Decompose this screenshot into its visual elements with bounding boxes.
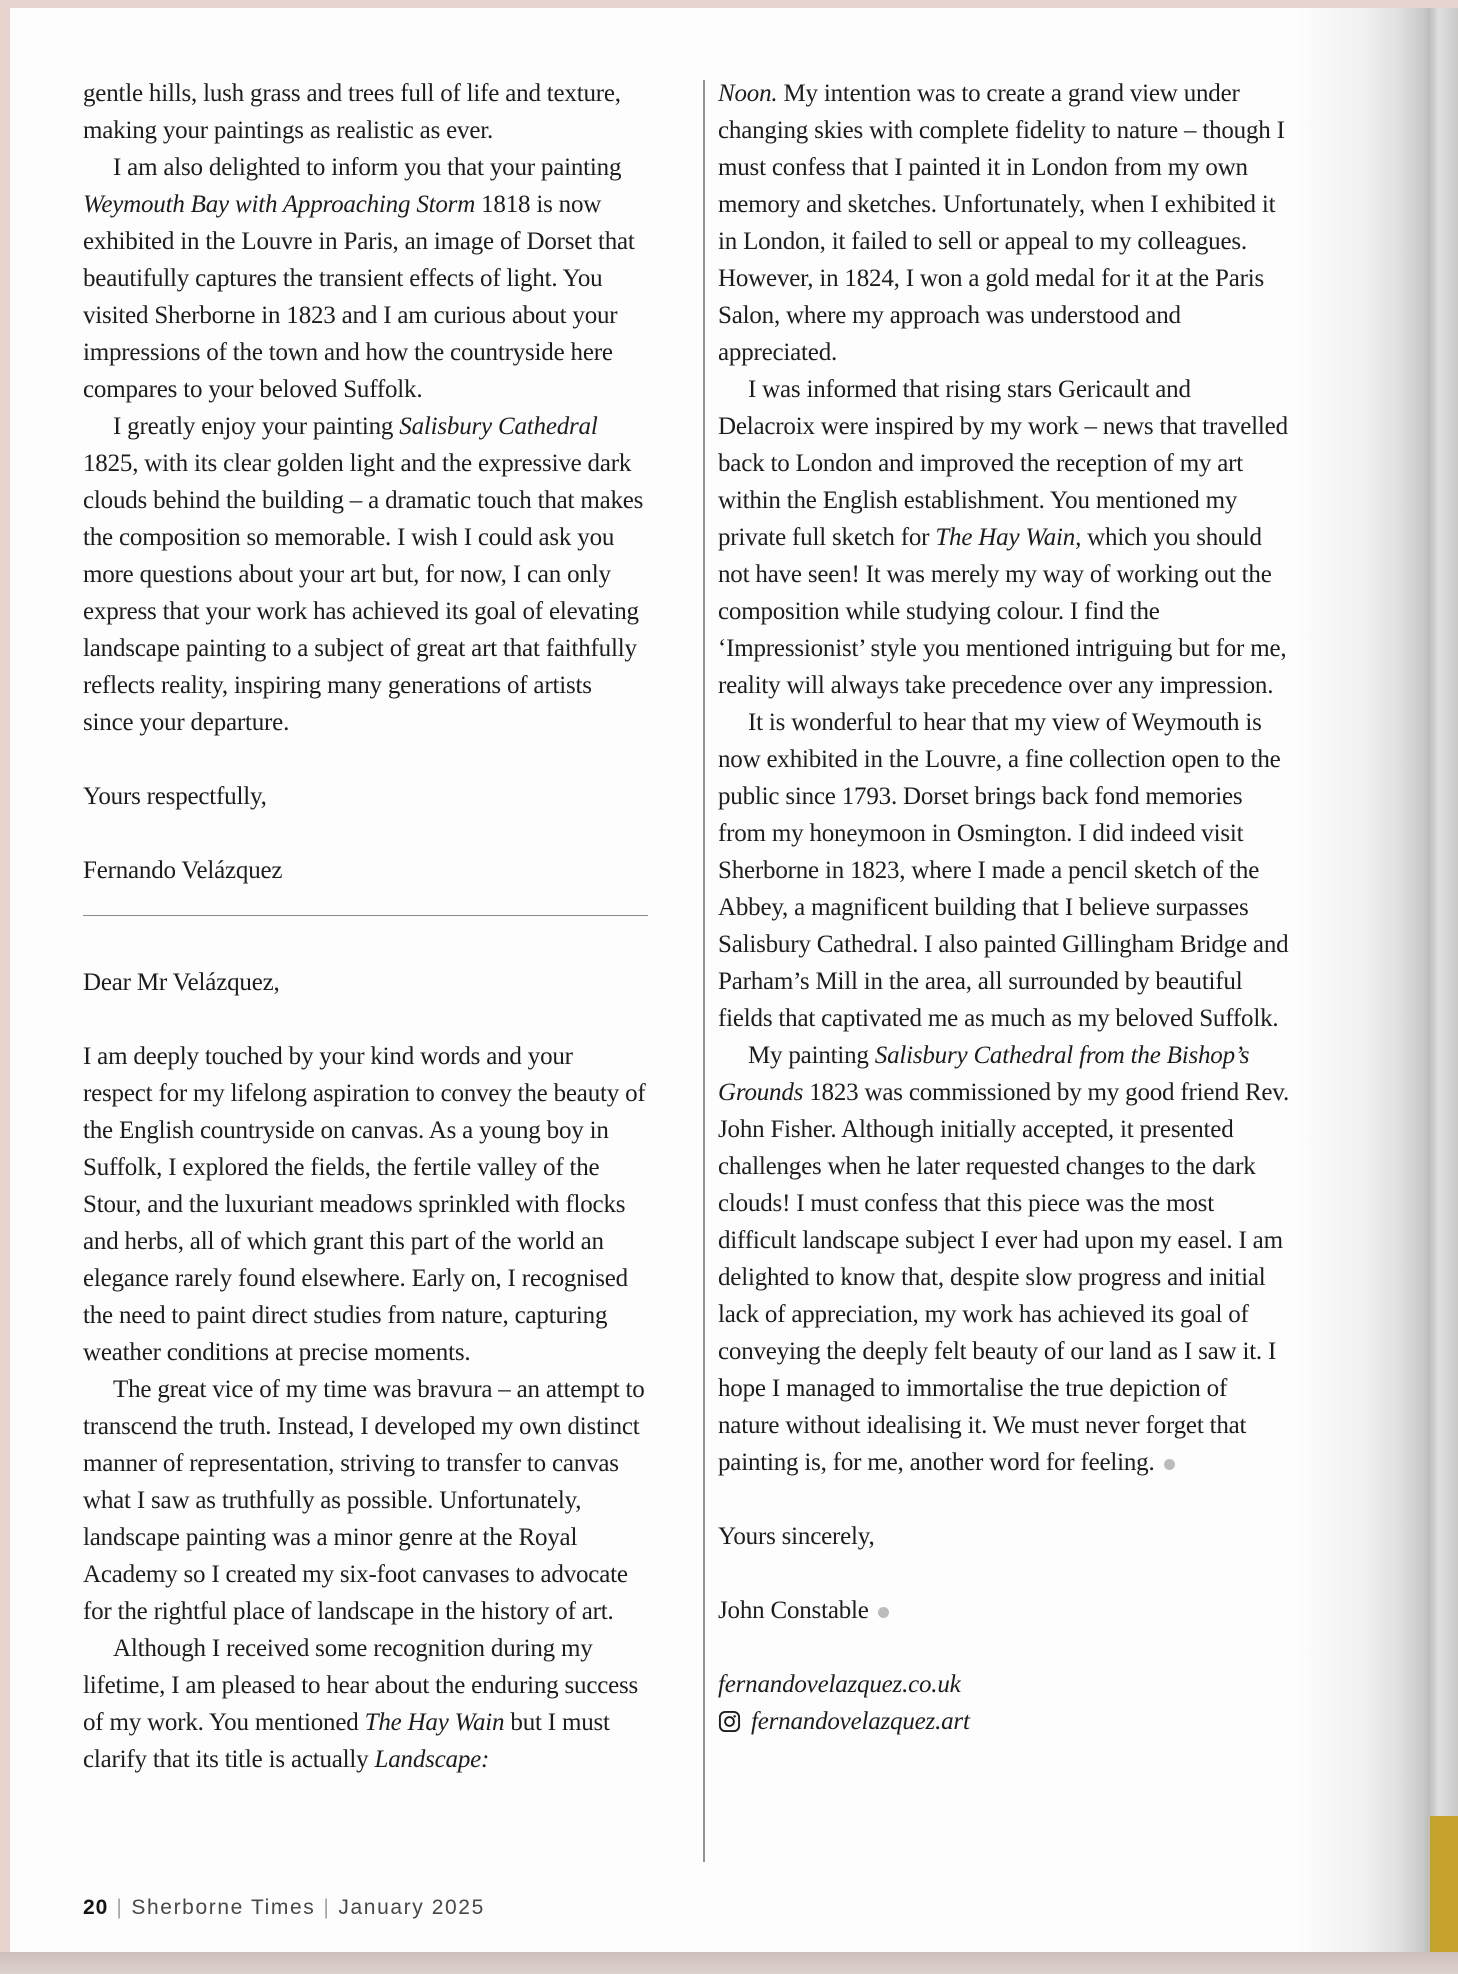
italic-text: Landscape: [374,1746,490,1773]
paragraph-gap [83,815,648,852]
paragraph-continuation: gentle hills, lush grass and trees full of life and texture, making your paintings as realistic as ever. [83,80,621,144]
paragraph-gap [83,741,648,778]
bottom-page-edge [0,1952,1458,1974]
paragraph-gap [718,1555,1290,1592]
footer-separator: | [116,1896,124,1919]
page-footer [83,1896,485,1920]
page-number: 20 [83,1896,109,1919]
italic-text: Weymouth Bay with Approaching Storm [83,191,476,218]
italic-text: fernandovelazquez.co.uk [718,1671,961,1698]
instagram-handle [718,1703,1290,1740]
paragraph: I greatly enjoy your painting Salisbury Cathedral 1825, with its clear golden light and the expressive dark clouds behind the building – a dramatic touch that makes the composition so memorable. I wish I could ask you more questions about your art but, for now, I can only express that your work has achieved its goal of elevating landscape painting to a subject of great art that faithfully reflects reality, inspiring many generations of artists since your departure. [83,413,644,736]
page-surface [10,8,1458,1952]
website-url [718,1666,1290,1703]
italic-text: The Hay Wain [364,1709,505,1736]
instagram-icon [718,1710,741,1733]
paragraph: I am deeply touched by your kind words and your respect for my lifelong aspiration to convey the beauty of the English countryside on canvas. As a young boy in Suffolk, I explored the fields, the fertile valley of the Stour, and the luxuriant meadows sprinkled with flocks and herbs, all of which grant this part of the world an elegance rarely found elsewhere. Early on, I recognised the need to paint direct studies from nature, capturing weather conditions at precise moments. [83,1043,646,1366]
paragraph-continuation: Noon. My intention was to create a grand view under changing skies with complete fidelity to nature – though I must confess that I painted it in London from my own memory and sketches. Unfortunately, when I exhibited it in London, it failed to sell or appeal to my colleagues. However, in 1824, I won a gold medal for it at the Paris Salon, where my approach was understood and appreciated. [718,80,1285,366]
paragraph: My painting Salisbury Cathedral from the Bishop’s Grounds 1823 was commissioned by my good friend Rev. John Fisher. Although initially accepted, it presented challenges when he later requested changes to the dark clouds! I must confess that this piece was the most difficult landscape subject I ever had upon my easel. I am delighted to know that, despite slow progress and initial lack of appreciation, my work has achieved its goal of conveying the deeply felt beauty of our land as I saw it. I hope I managed to immortalise the true depiction of nature without idealising it. We must never forget that painting is, for me, another word for feeling. [718,1042,1290,1476]
italic-text: The Hay Wain, [935,524,1082,551]
publication-name: Sherborne Times [131,1896,316,1919]
paragraph-gap [718,1481,1290,1518]
paragraph: The great vice of my time was bravura – an attempt to transcend the truth. Instead, I developed my own distinct manner of representation, striving to transfer to canvas what I saw as truthfully as possible. Unfortunately, landscape painting was a minor genre at the Royal Academy so I created my six-foot canvases to advocate for the rightful place of landscape in the history of art. [83,1376,645,1625]
letter-column-right [718,75,1290,1740]
closing-yours-respectfully: Yours respectfully, [83,783,267,810]
end-of-letter-dot [1164,1459,1175,1470]
paragraph-gap [718,1629,1290,1666]
italic-text: Noon. [718,80,778,107]
salutation-dear-mr-velazquez: Dear Mr Velázquez, [83,969,280,996]
paragraph: I am also delighted to inform you that your painting Weymouth Bay with Approaching Storm 1818 is now exhibited in the Louvre in Paris, an image of Dorset that beautifully captures the transient effects of light. You visited Sherborne in 1823 and I am curious about your impressions of the town and how the countryside here compares to your beloved Suffolk. [83,154,635,403]
paragraph: I was informed that rising stars Gericault and Delacroix were inspired by my work – news that travelled back to London and improved the reception of my art within the English establishment. You mentioned my private full sketch for The Hay Wain, which you should not have seen! It was merely my way of working out the composition while studying colour. I find the ‘Impressionist’ style you mentioned intriguing but for me, reality will always take precedence over any impression. [718,376,1288,699]
issue-date: January 2025 [338,1896,485,1919]
paragraph-gap [83,1001,648,1038]
italic-text: Salisbury Cathedral from the Bishop’s Grounds [718,1042,1250,1106]
signature-john-constable: John Constable [718,1592,1290,1629]
closing-yours-sincerely: Yours sincerely, [718,1523,875,1550]
italic-text: fernandovelazquez.art [751,1708,970,1735]
signature-fernando-velazquez: Fernando Velázquez [83,857,283,884]
italic-text: Salisbury Cathedral [399,413,598,440]
footer-separator: | [323,1896,331,1919]
column-divider-line [703,80,705,1862]
paragraph: Although I received some recognition during my lifetime, I am pleased to hear about the enduring success of my work. You mentioned The Hay Wain but I must clarify that its title is actually Landscape: [83,1635,639,1773]
letter-column-left [83,75,648,1778]
end-of-letter-dot [878,1607,889,1618]
section-color-tab [1430,1816,1458,1952]
section-divider-line [83,915,648,916]
paragraph: It is wonderful to hear that my view of Weymouth is now exhibited in the Louvre, a fine collection open to the public since 1793. Dorset brings back fond memories from my honeymoon in Osmington. I did indeed visit Sherborne in 1823, where I made a pencil sketch of the Abbey, a magnificent building that I believe surpasses Salisbury Cathedral. I also painted Gillingham Bridge and Parham’s Mill in the area, all surrounded by beautiful fields that captivated me as much as my beloved Suffolk. [718,709,1289,1032]
